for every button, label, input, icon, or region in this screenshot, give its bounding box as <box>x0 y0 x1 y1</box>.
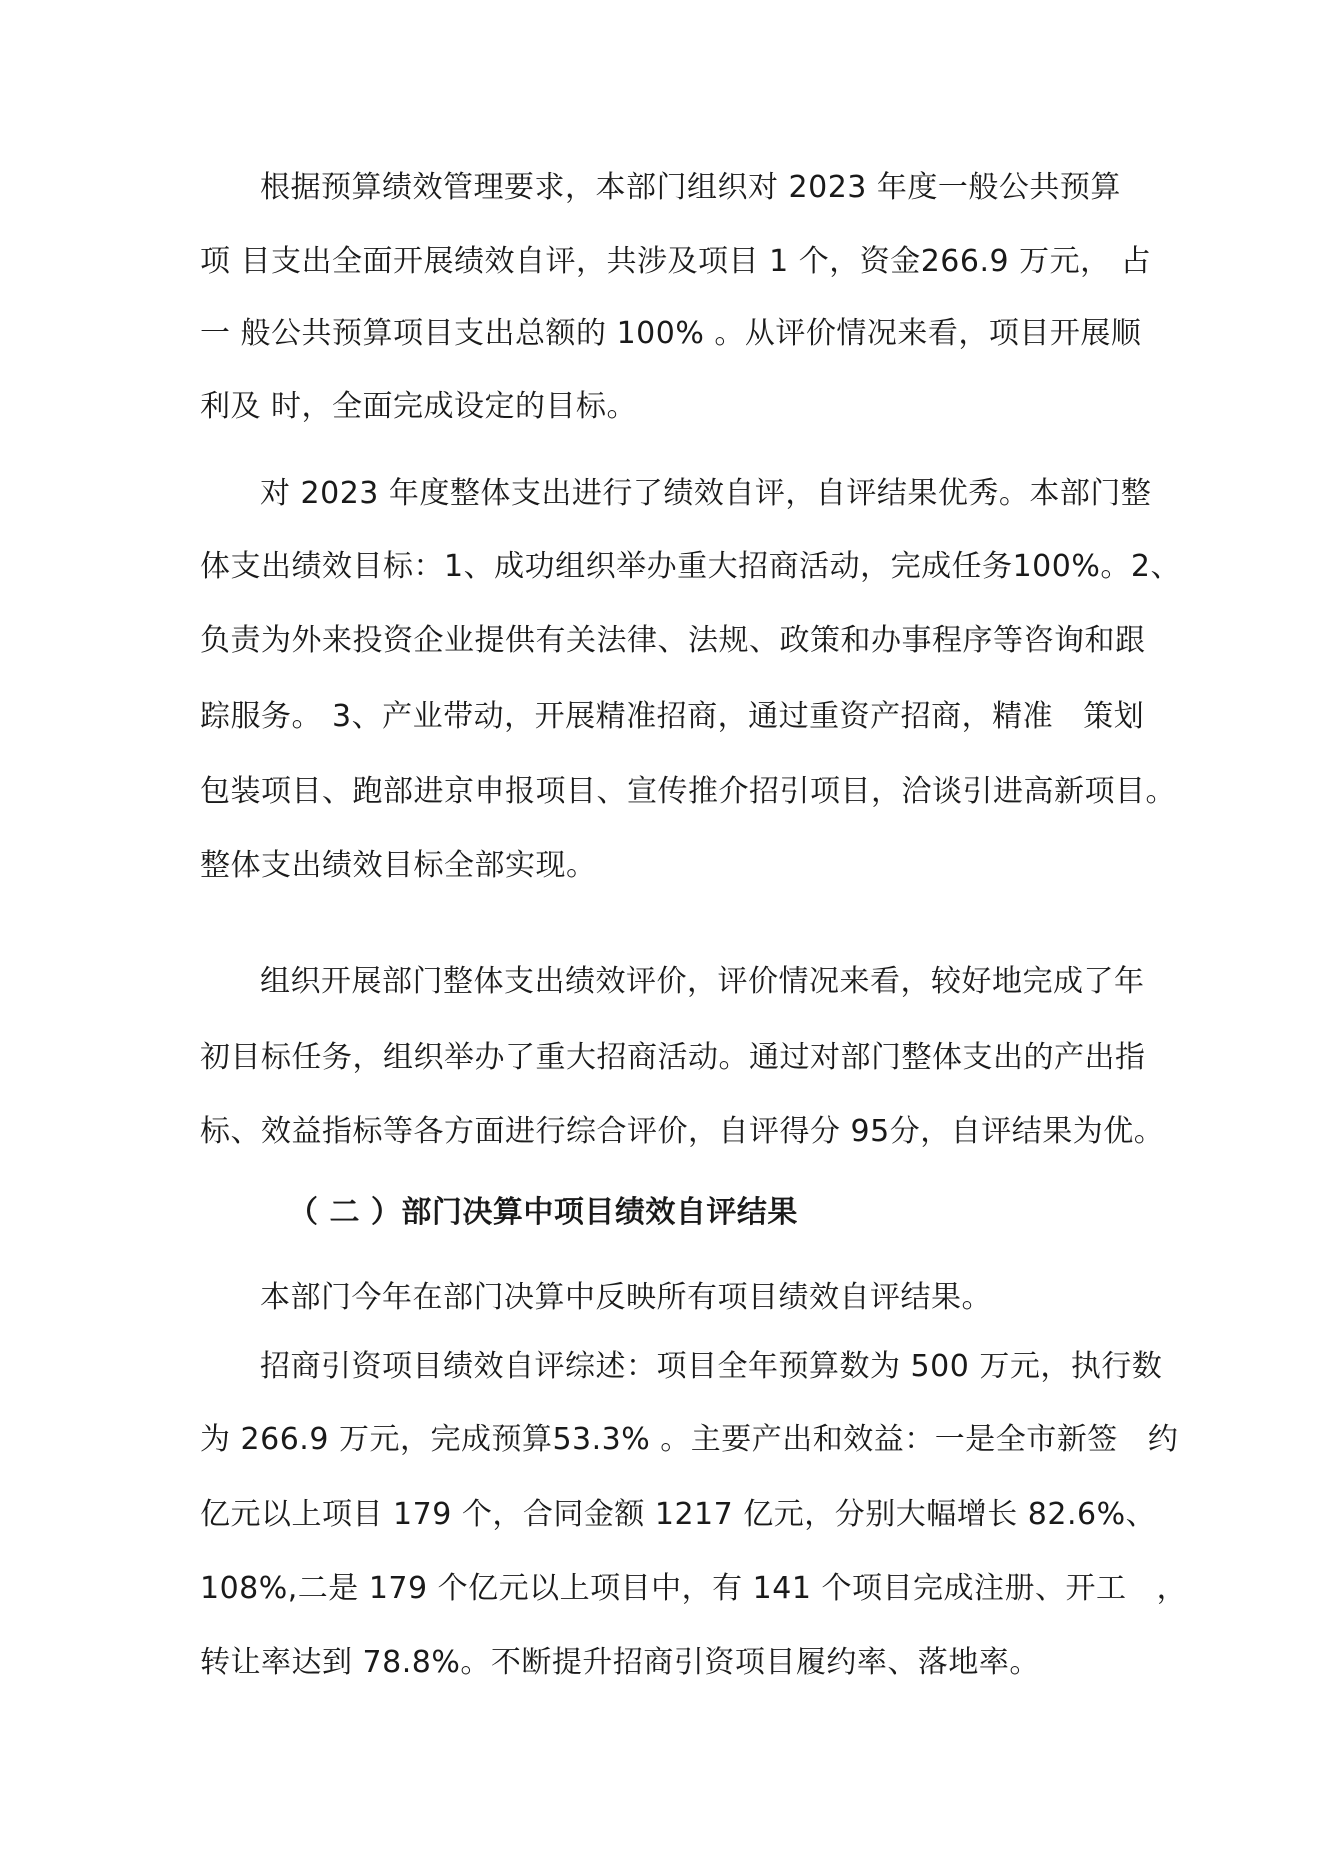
text-line: 对 2023 年度整体支出进行了绩效自评，自评结果优秀。本部门整 <box>260 476 1152 511</box>
text-line: 标、效益指标等各方面进行综合评价，自评得分 95分，自评结果为优。 <box>200 1114 1165 1149</box>
text-line: 利及 时，全面完成设定的目标。 <box>200 389 638 424</box>
text-line: 108%,二是 179 个亿元以上项目中，有 141 个项目完成注册、开工 ， <box>200 1571 1188 1606</box>
text-line: 体支出绩效目标：1、成功组织举办重大招商活动，完成任务100%。2、 <box>200 549 1181 584</box>
text-line: 根据预算绩效管理要求，本部门组织对 2023 年度一般公共预算 <box>260 170 1121 205</box>
text-line: 组织开展部门整体支出绩效评价，评价情况来看，较好地完成了年 <box>260 964 1145 999</box>
text-line: 初目标任务，组织举办了重大招商活动。通过对部门整体支出的产出指 <box>200 1040 1146 1075</box>
text-line: 本部门今年在部门决算中反映所有项目绩效自评结果。 <box>260 1280 992 1315</box>
text-line: 整体支出绩效目标全部实现。 <box>200 848 597 883</box>
text-line: 为 266.9 万元，完成预算53.3% 。主要产出和效益：一是全市新签 约 <box>200 1422 1179 1457</box>
section-heading: （ 二 ）部门决算中项目绩效自评结果 <box>288 1195 798 1230</box>
text-line: 转让率达到 78.8%。不断提升招商引资项目履约率、落地率。 <box>200 1645 1040 1680</box>
text-line: 项 目支出全面开展绩效自评，共涉及项目 1 个，资金266.9 万元， 占 <box>200 244 1152 279</box>
text-line: 一 般公共预算项目支出总额的 100% 。从评价情况来看，项目开展顺 <box>200 316 1142 351</box>
text-line: 踪服务。 3、产业带动，开展精准招商，通过重资产招商，精准 策划 <box>200 699 1145 734</box>
text-line: 负责为外来投资企业提供有关法律、法规、政策和办事程序等咨询和跟 <box>200 623 1146 658</box>
text-line: 招商引资项目绩效自评综述：项目全年预算数为 500 万元，执行数 <box>260 1349 1163 1384</box>
text-line: 亿元以上项目 179 个，合同金额 1217 亿元，分别大幅增长 82.6%、 <box>200 1497 1157 1532</box>
text-line: 包装项目、跑部进京申报项目、宣传推介招引项目，洽谈引进高新项目。 <box>200 774 1176 809</box>
